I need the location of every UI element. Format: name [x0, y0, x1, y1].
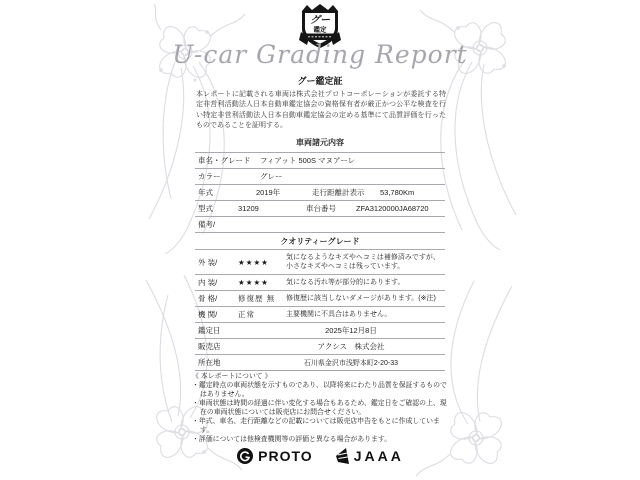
interior-star-rating: ★★★★ — [238, 278, 269, 287]
vin-value: ZFA3120000JA68720 — [356, 204, 429, 213]
table-row-interior-grade — [195, 274, 445, 290]
frame-label: 骨 格/ — [198, 294, 218, 303]
odometer-label: 走行距離計表示 — [312, 188, 365, 197]
notes-title: 《 本レポートについて 》 — [192, 373, 272, 380]
jaaa-shield-icon — [335, 447, 350, 465]
exterior-description: 気になるようなキズやヘコミは補修済みですが、小さなキズやヘコミは残っています。 — [286, 254, 440, 270]
dealer-label: 販売店 — [198, 342, 221, 351]
car-name-label: 車名・グレード — [198, 156, 251, 165]
proto-logo — [236, 447, 313, 465]
table-row-frame-grade — [195, 290, 445, 306]
model-code-label: 型式 — [198, 204, 213, 213]
odometer-value: 53,780Km — [380, 188, 415, 197]
table-row-engine-grade — [195, 306, 445, 322]
address-label: 所在地 — [198, 358, 221, 367]
year-label: 年式 — [198, 188, 213, 197]
spec-section-title: 車両諸元内容 — [296, 138, 344, 147]
table-row-car-name — [195, 152, 445, 168]
certification-statement: 本レポートに記載される車両は株式会社プロトコーポレーションが委託する特定非営利活動法人日本自動車鑑定協会の資格保有者が厳正かつ公平な検査を行い特定非営利活動法人日本自動車鑑定協会の定める基準にて品質評価を行ったものであることを証明する。 — [196, 91, 446, 130]
proto-circle-icon — [236, 447, 254, 465]
year-value: 2019年 — [256, 188, 281, 197]
badge-label-text: 鑑定 — [313, 26, 327, 34]
report-title: U-car Grading Report — [172, 40, 468, 69]
exterior-label: 外 装/ — [198, 257, 218, 267]
proto-label: PROTO — [258, 448, 313, 464]
address-value: 石川県金沢市浅野本町2-20-33 — [303, 359, 399, 367]
quality-grade-title-text: クオリティーグレード — [280, 236, 360, 246]
table-row-color — [195, 168, 445, 184]
note-item-2: ・車両状態は時間の経過に伴い変化する場合もあるため、鑑定日をご確認の上、現在の車両状態については販売店にお問合せください。 — [192, 400, 447, 416]
footer-logos — [0, 447, 640, 465]
report-subtitle: グー鑑定証 — [297, 76, 343, 86]
frame-description: 修復歴に該当しないダメージがあります。(※注) — [286, 295, 436, 302]
note-item-4: ・評価については他検査機関等の評価と異なる場合があります。 — [192, 436, 392, 443]
jaaa-label: JAAA — [353, 448, 404, 464]
model-code-value: 31209 — [238, 204, 259, 213]
inspection-table — [195, 134, 445, 371]
badge-brand-text: グー — [310, 15, 330, 26]
color-value: グレー — [260, 172, 283, 181]
table-row-remarks — [195, 216, 445, 232]
remarks-label: 備考/ — [198, 220, 216, 229]
inspection-date-value: 2025年12月8日 — [325, 326, 377, 335]
table-row-dealer — [195, 338, 445, 354]
engine-label: 機 関/ — [198, 310, 218, 319]
report-notes — [192, 372, 450, 444]
engine-rating: 正常 — [238, 310, 255, 319]
exterior-star-rating: ★★★★ — [238, 257, 269, 267]
interior-description: 気になる汚れ等が部分的にあります。 — [286, 279, 405, 286]
table-row-address — [195, 354, 445, 370]
frame-rating: 修復歴 無 — [238, 294, 276, 303]
interior-label: 内 装/ — [198, 278, 218, 287]
table-row-model-vin — [195, 200, 445, 216]
note-item-1: ・鑑定時点の車両状態を示すものであり、以降将来にわたり品質を保証するものではありません。 — [192, 382, 447, 398]
dealer-value: アクシス 株式会社 — [317, 342, 385, 351]
color-label: カラー — [198, 172, 221, 181]
inspection-date-label: 鑑定日 — [198, 326, 221, 335]
jaaa-logo — [335, 447, 404, 465]
car-name-value: フィアット 500S マヌアーレ — [260, 156, 356, 165]
note-item-3: ・年式、車名、走行距離などの記載については販売店申告をもとに作成しています。 — [192, 418, 440, 434]
engine-description: 主要機関に不具合はありません。 — [286, 311, 392, 318]
vin-label: 車台番号 — [306, 204, 336, 213]
quality-grade-section-title — [195, 232, 445, 249]
table-row-year-odometer — [195, 184, 445, 200]
table-row-exterior-grade — [195, 249, 445, 274]
table-row-inspection-date — [195, 322, 445, 338]
